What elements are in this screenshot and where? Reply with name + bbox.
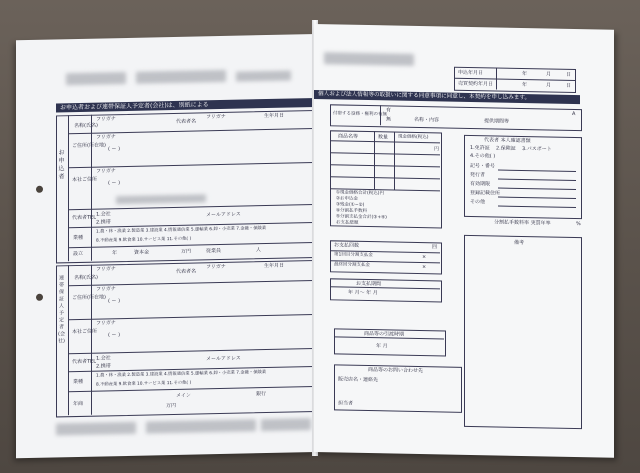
- rep-id-field5: その他: [470, 198, 486, 206]
- redacted-block: [146, 419, 256, 433]
- applicant-founded-label: 設立: [73, 250, 84, 258]
- guarantor-furigana-3: フリガナ: [96, 286, 116, 293]
- redacted-block: [236, 71, 291, 82]
- form-right-page: [314, 24, 614, 458]
- fee-rate-label: 分割払手数料率 実質年率: [494, 219, 551, 227]
- inquiry-label: 商品等のお問い合わせ先: [368, 367, 424, 375]
- applicant-phone: ( ー ): [108, 146, 121, 153]
- applicant-mobile-option: 2.携帯: [96, 219, 111, 226]
- guarantor-section-label: 連帯保証人予定者(会社): [58, 275, 65, 345]
- guarantor-mobile-option: 2.携帯: [96, 363, 111, 370]
- goods-item-label: 商品名等: [338, 133, 359, 140]
- applicant-address-label: ご住所(所在地): [72, 142, 106, 150]
- remarks-label: 備考: [514, 239, 525, 247]
- rep-id-field2: 発行者: [470, 171, 486, 179]
- pay-count-unit: 回: [432, 244, 438, 251]
- a-mark: A: [572, 110, 576, 118]
- applicant-industry-row1: 1.農・林・漁業 2.製造業 3.建設業 4.情報通信業 5.運輸業 6.卸・小売業 7.金融・保険業: [96, 226, 267, 235]
- guarantor-bank: 銀行: [256, 391, 267, 398]
- sum-cash-price: ①現金価格合計(税込)円: [336, 190, 385, 197]
- guarantor-furigana: フリガナ: [96, 266, 116, 273]
- delivery-label: 商品等の引渡時期: [364, 330, 405, 338]
- rep-id-field4: 登録記載住所: [470, 189, 501, 197]
- rep-id-field3: 有効期限: [470, 180, 491, 188]
- applicant-birth: 生年月日: [264, 112, 285, 120]
- applicant-furigana-2: フリガナ: [206, 113, 226, 121]
- sum-installment-total: ⑤分割支払金合計(③+④): [336, 214, 387, 221]
- contract-year: 年: [522, 81, 528, 89]
- guarantor-industry-label: 業種: [73, 378, 84, 386]
- rep-id-field1: 記号・番号: [470, 162, 496, 170]
- guarantor-furigana-4: フリガナ: [96, 320, 116, 327]
- applicant-employees: 従業員: [206, 247, 222, 255]
- applicant-furigana: フリガナ: [96, 116, 116, 123]
- applicant-furigana-4: フリガナ: [96, 168, 116, 175]
- sum-fee: ④分割払手数料: [336, 208, 368, 215]
- guarantor-phone: ( ー ): [108, 298, 121, 305]
- fee-rate-pct: %: [576, 221, 581, 228]
- applicant-office-label: 本社ご住所: [72, 176, 98, 184]
- first-pay-x: ×: [422, 254, 427, 261]
- pay-count-label: お支払回数: [334, 242, 360, 249]
- guarantor-rep-name: 代表者名: [176, 268, 197, 275]
- applicant-rep-tel: 代表者TEL: [72, 214, 96, 222]
- guarantor-industry-row1: 1.農・林・漁業 2.製造業 3.建設業 4.情報通信業 5.運輸業 6.卸・小売業 7.金融・保険業: [96, 370, 267, 379]
- remarks-box: [464, 235, 582, 429]
- rep-id-opt1: 1.免許証: [470, 144, 490, 152]
- applicant-capital-unit: 万円: [181, 248, 192, 255]
- rep-id-opt3: 3.パスポート: [522, 145, 552, 153]
- payment-period: [330, 278, 442, 302]
- goods-qty-label: 数量: [378, 134, 389, 141]
- guarantor-name-label: 名称(氏名): [74, 274, 98, 282]
- apply-date-label: 申込年月日: [458, 69, 484, 77]
- applicant-section-label: お申込者: [58, 149, 65, 181]
- guarantor-industry-row2: 8.不動産業 9.飲食業 10.サービス業 11.その他( ): [96, 380, 192, 388]
- guarantor-office-label: 本社ご住所: [72, 328, 98, 336]
- service-title: 付帯する役務・権利の有無: [333, 111, 387, 118]
- pay-period-range: 年 月〜 年 月: [348, 289, 378, 297]
- applicant-email: メールアドレス: [206, 211, 241, 219]
- punch-hole: [36, 294, 43, 301]
- redacted-block: [261, 418, 311, 431]
- service-content: 名称・内容: [414, 116, 440, 124]
- contract-day: 日: [566, 82, 572, 89]
- rep-id-title: 代表者 本人確認書類: [484, 137, 531, 145]
- guarantor-annual-label: 年商: [73, 400, 84, 408]
- redacted-block: [136, 70, 226, 84]
- applicant-rep-name: 代表者名: [176, 118, 197, 125]
- applicant-employees-unit: 人: [256, 247, 262, 254]
- applicant-industry-row2: 8.不動産業 9.飲食業 10.サービス業 11.その他( ): [96, 236, 192, 244]
- goods-yen: 円: [434, 146, 440, 153]
- guarantor-main: メイン: [176, 392, 191, 399]
- applicant-name-label: 名称(氏名): [74, 122, 98, 130]
- service-yes: 有: [386, 107, 392, 114]
- redacted-block: [324, 52, 414, 66]
- rep-id-opt4: 4.その他( ): [470, 152, 496, 160]
- applicant-furigana-3: フリガナ: [96, 134, 116, 141]
- consent-band-right: 個人および法人情報等の取扱いに関する同意事項に同意し、本契約を申し込みます。: [314, 90, 580, 104]
- guarantor-company-option: 1.会社: [96, 355, 111, 362]
- contract-date-label: 売買契約年月日: [458, 80, 494, 88]
- applicant-founded-year: 年: [112, 250, 118, 257]
- guarantor-birth: 生年月日: [264, 262, 285, 270]
- guarantor-email: メールアドレス: [206, 355, 241, 363]
- apply-month: 月: [546, 71, 552, 78]
- later-pay-label: 最終回分割支払金: [334, 262, 370, 269]
- sum-total: お支払総額: [336, 220, 359, 226]
- pay-period-label: お支払期間: [356, 280, 382, 288]
- service-period: 提供期間等: [484, 118, 510, 125]
- apply-year: 年: [522, 70, 528, 78]
- guarantor-phone-2: ( ー ): [108, 332, 121, 339]
- delivery-year-month: 年 月: [376, 343, 388, 350]
- punch-hole: [36, 186, 43, 193]
- first-pay-label: 第1回目分割支払金: [334, 252, 373, 259]
- staff-label: 担当者: [338, 400, 354, 407]
- redacted-block: [66, 72, 126, 85]
- redacted-block: [56, 422, 136, 436]
- guarantor-furigana-2: フリガナ: [206, 263, 226, 271]
- goods-price-label: 現金価格(税込): [398, 134, 429, 141]
- applicant-company-option: 1.会社: [96, 211, 111, 218]
- applicant-capital: 資本金: [134, 249, 150, 256]
- guarantor-rep-tel: 代表者TEL: [72, 358, 96, 366]
- form-left-page: [16, 34, 316, 458]
- contract-month: 月: [546, 82, 552, 89]
- guarantor-address-label: ご住所(所在地): [72, 294, 106, 302]
- later-pay-x: ×: [422, 264, 427, 271]
- seller-label: 販売店名・連絡先: [338, 376, 379, 384]
- guarantor-annual-unit: 万円: [166, 402, 177, 410]
- sum-down-payment: ②お申込金: [336, 196, 359, 202]
- applicant-industry-label: 業種: [73, 234, 84, 242]
- applicant-phone-2: ( ー ): [108, 180, 121, 187]
- rep-id-opt2: 2.保険証: [496, 145, 516, 152]
- sum-balance: ③残金(①−②): [336, 202, 365, 208]
- apply-day: 日: [566, 71, 572, 78]
- service-none: 無: [386, 116, 392, 123]
- consent-band-left: お申込者および連帯保証人予定者(会社)は、別紙による: [56, 98, 316, 113]
